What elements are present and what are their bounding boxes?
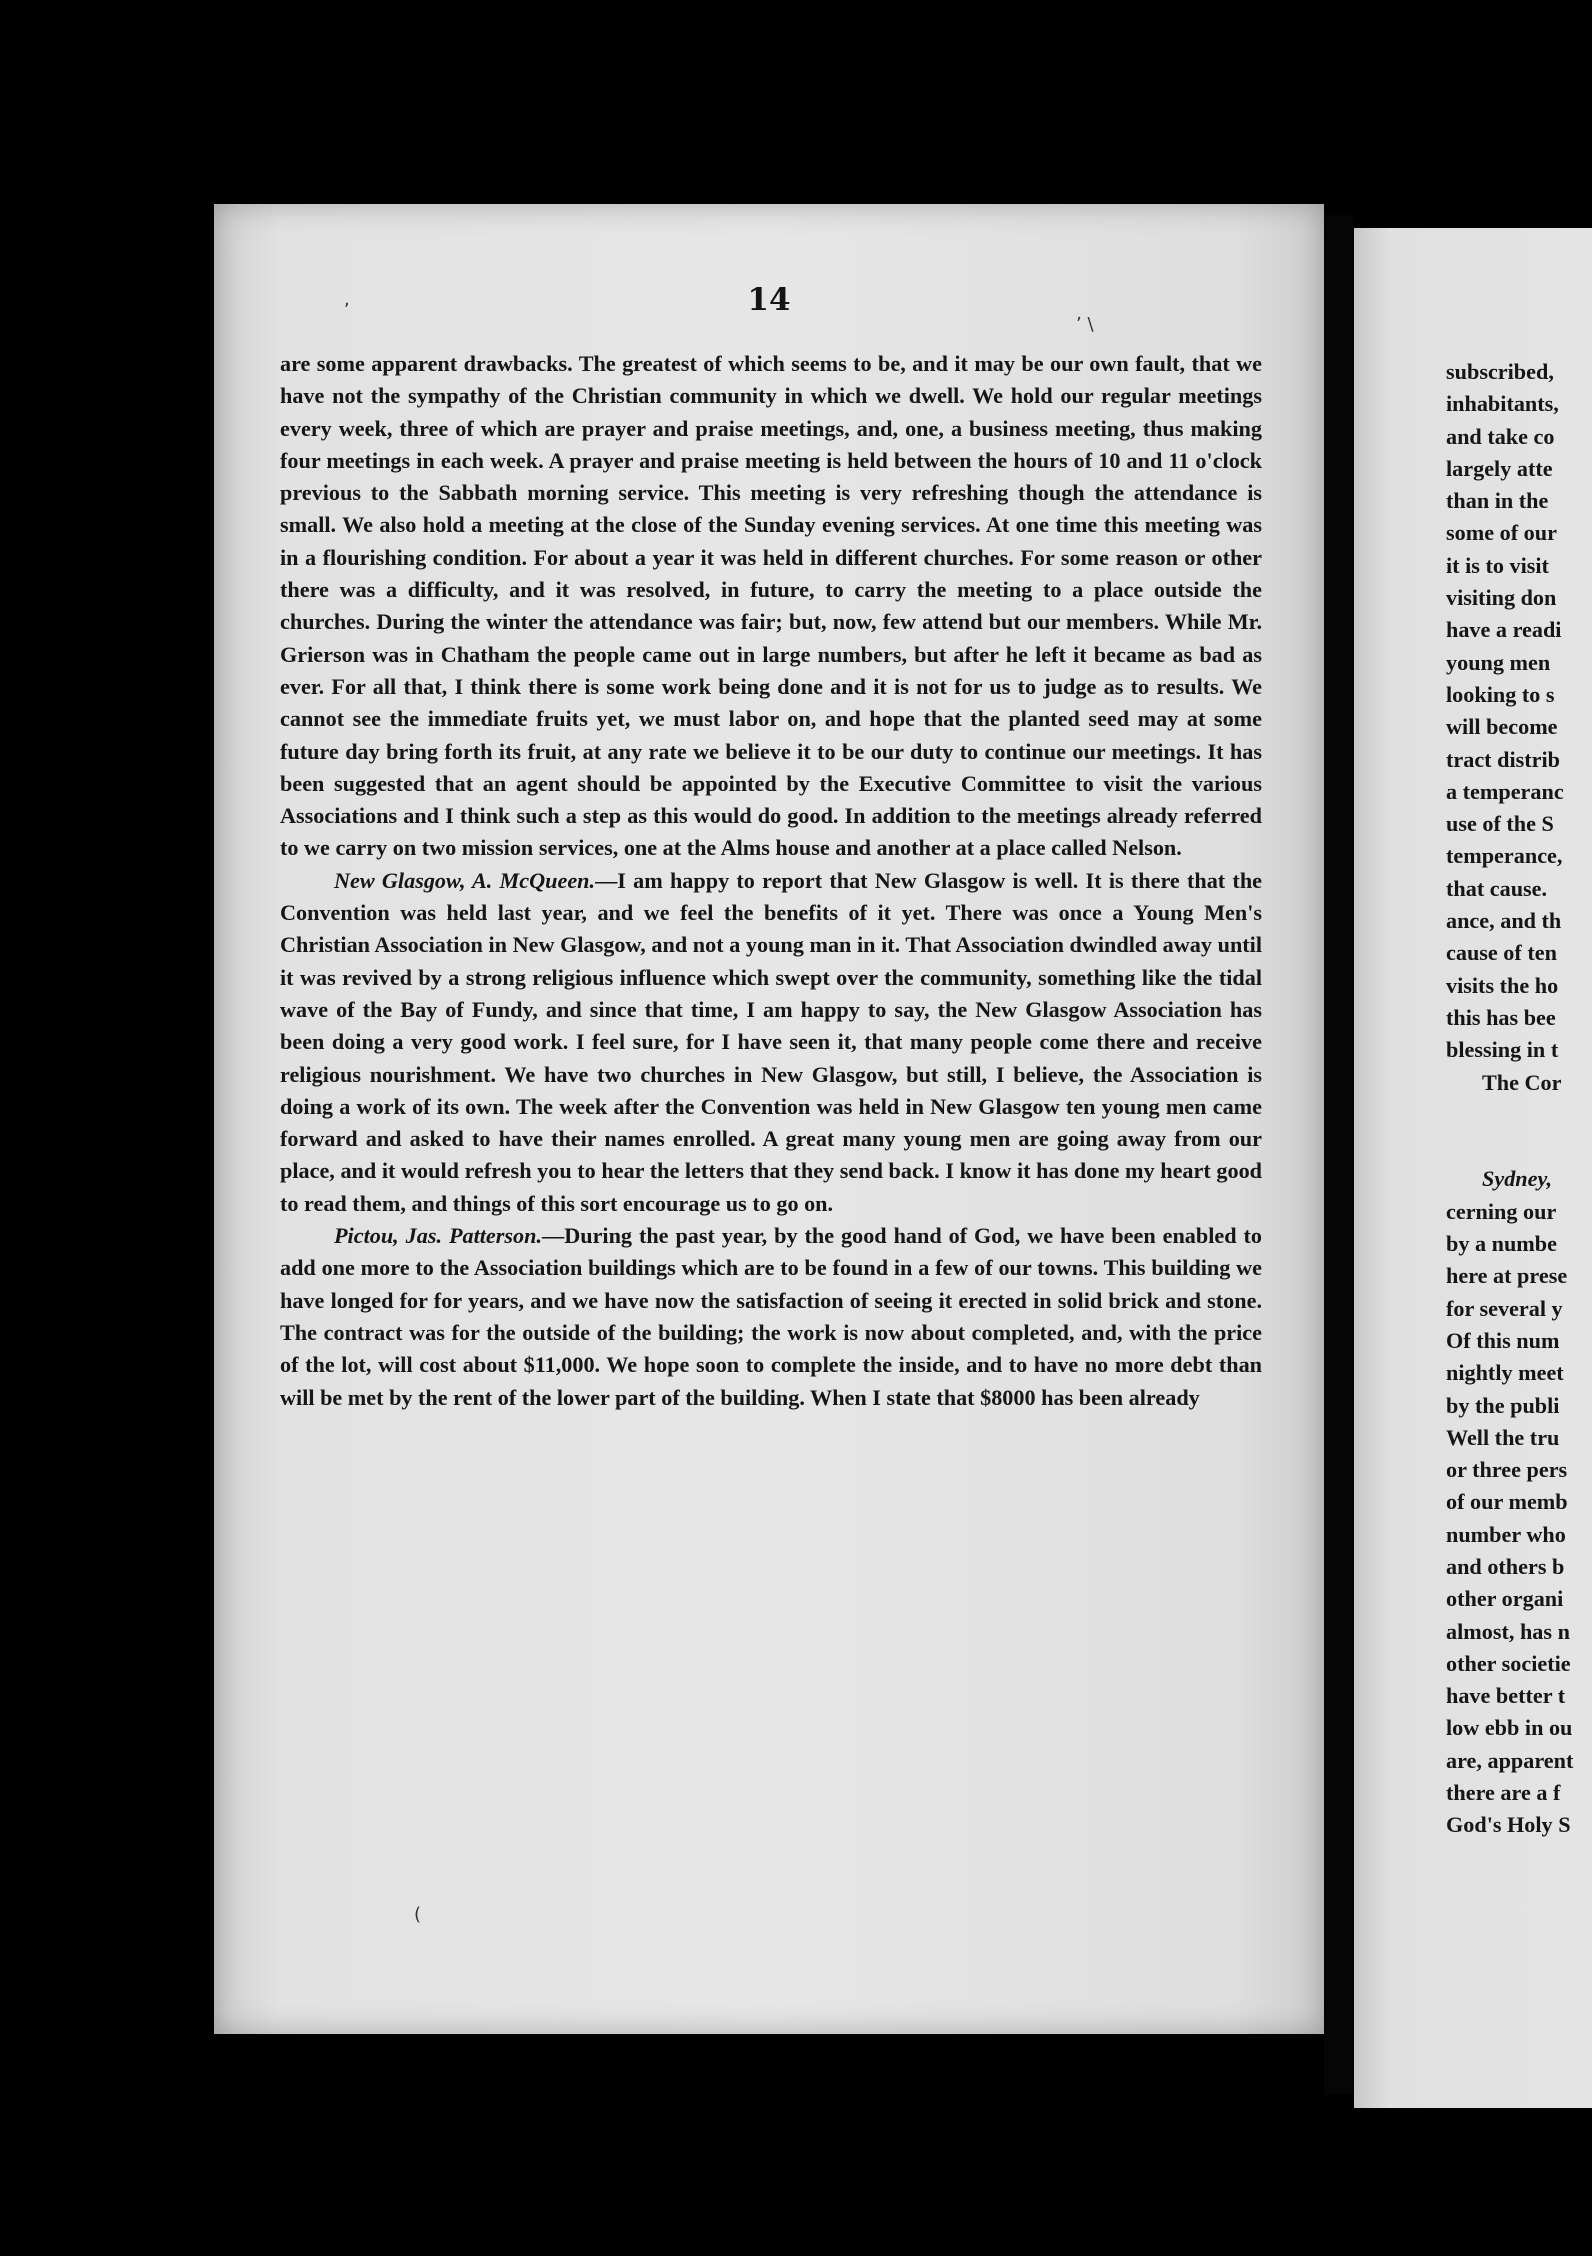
- text-line: cerning our: [1446, 1198, 1557, 1224]
- book-gutter: [1324, 215, 1354, 2095]
- text-line: inhabitants,: [1446, 391, 1559, 417]
- text-line: have a readi: [1446, 617, 1562, 643]
- scan-speck: ,: [344, 289, 350, 310]
- text-line: visits the ho: [1446, 972, 1559, 998]
- text-line: God's Holy S: [1446, 1812, 1571, 1838]
- text-line: ance, and th: [1446, 908, 1562, 934]
- paragraph-new-glasgow: [280, 865, 1262, 1220]
- text-line: Well the tru: [1446, 1424, 1560, 1450]
- paragraph-pictou-text: —During the past year, by the good hand of God, we have been enabled to add one more to the Association buildings which are to be found in a few of our towns. This building we have longed for for years, and we have now the satisfaction of seeing it erected in solid brick and stone. The contract was for the outside of the building; the work is now about completed, and, with the price of the lot, will cost about $11,000. We hope soon to complete the inside, and to have no more debt than will be met by the rent of the lower part of the building. When I state that $8000 has been already: [280, 1223, 1262, 1410]
- text-line: blessing in t: [1446, 1037, 1559, 1063]
- right-page-text: [1446, 356, 1592, 1842]
- right-page: [1354, 228, 1592, 2108]
- left-page: [214, 204, 1324, 2034]
- right-speaker-line: Sydney,: [1482, 1166, 1553, 1192]
- paragraph-new-glasgow-text: —I am happy to report that New Glasgow is well. It is there that the Convention was held last year, and we feel the benefits of it yet. There was once a Young Men's Christian Association in New Glasgow, and not a young man in it. That Association dwindled away until it was revived by a strong religious influence which swept over the community, something like the tidal wave of the Bay of Fundy, and since that time, I am happy to say, the New Glasgow Association has been doing a very good work. I feel sure, for I have seen it, that many people come there and receive religious nourishment. We have two churches in New Glasgow, but still, I believe, the Association is doing a work of its own. The week after the Convention was held in New Glasgow ten young men came forward and asked to have their names enrolled. A great many young men are going away from our place, and it would refresh you to hear the letters that they send back. I know it has done my heart good to read them, and things of this sort encourage us to go on.: [280, 867, 1263, 1216]
- text-line: or three pers: [1446, 1457, 1568, 1483]
- speaker-new-glasgow: New Glasgow, A. McQueen.: [334, 867, 596, 893]
- text-line: by a numbe: [1446, 1231, 1557, 1257]
- text-line: tract distrib: [1446, 746, 1560, 772]
- text-line: almost, has n: [1446, 1618, 1570, 1644]
- text-line: than in the: [1446, 488, 1549, 514]
- paragraph-1-text: are some apparent drawbacks. The greatest of which seems to be, and it may be our own fault, that we have not the sympathy of the Christian community in which we dwell. We hold our regular meetings every week, three of which are prayer and praise meetings, and, one, a business meeting, thus making four meetings in each week. A prayer and praise meeting is held between the hours of 10 and 11 o'clock previous to the Sabbath morning service. This meeting is very refreshing though the attendance is small. We also hold a meeting at the close of the Sunday evening services. At one time this meeting was in a flourishing condition. For about a year it was held in different churches. For some reason or other there was a difficulty, and it was resolved, in future, to carry the meeting to a place outside the churches. During the winter the attendance was fair; but, now, few attend but our members. While Mr. Grierson was in Chatham the people came out in large numbers, but after he left it became as bad as ever. For all that, I think there is some work being done and it is not for us to judge as to results. We cannot see the immediate fruits yet, we must labor on, and hope that the planted seed may at some future day bring forth its fruit, at any rate we believe it to be our duty to continue our meetings. It has been suggested that an agent should be appointed by the Executive Committee to visit the various Associations and I think such a step as this would do good. In addition to the meetings already referred to we carry on two mission services, one at the Alms house and another at a place called Nelson.: [280, 351, 1262, 861]
- text-line: this has bee: [1446, 1004, 1556, 1030]
- paragraph-1: [280, 348, 1262, 865]
- text-line: largely atte: [1446, 455, 1553, 481]
- text-line: a temperanc: [1446, 778, 1564, 804]
- text-line: looking to s: [1446, 681, 1555, 707]
- text-line: and take co: [1446, 423, 1555, 449]
- text-line: for several y: [1446, 1295, 1563, 1321]
- text-line: visiting don: [1446, 585, 1557, 611]
- speaker-pictou: Pictou, Jas. Patterson.: [334, 1223, 543, 1249]
- text-line: nightly meet: [1446, 1360, 1564, 1386]
- scan-speck: (: [414, 1904, 422, 1925]
- text-line: The Cor: [1482, 1069, 1562, 1095]
- text-line: will become: [1446, 714, 1558, 740]
- text-line: young men: [1446, 649, 1551, 675]
- text-line: here at prese: [1446, 1263, 1568, 1289]
- text-line: subscribed,: [1446, 359, 1554, 384]
- scan-speck: ʼ \: [1076, 314, 1094, 335]
- text-line: temperance,: [1446, 843, 1563, 869]
- right-page-top-lines: [1446, 356, 1592, 1099]
- left-page-body: [280, 348, 1262, 1414]
- text-line: and others b: [1446, 1553, 1565, 1579]
- text-line: other organi: [1446, 1586, 1564, 1612]
- text-line: there are a f: [1446, 1780, 1561, 1806]
- page-number: 14: [747, 282, 791, 318]
- section-gap: [1446, 1099, 1592, 1164]
- text-line: it is to visit: [1446, 552, 1549, 578]
- right-page-bottom-lines: [1446, 1196, 1592, 1842]
- text-line: cause of ten: [1446, 940, 1557, 966]
- text-line: have better t: [1446, 1683, 1566, 1709]
- text-line: other societie: [1446, 1650, 1571, 1676]
- paragraph-pictou: [280, 1220, 1262, 1414]
- text-line: number who: [1446, 1521, 1566, 1547]
- text-line: by the publi: [1446, 1392, 1560, 1418]
- text-line: of our memb: [1446, 1489, 1568, 1515]
- text-line: low ebb in ou: [1446, 1715, 1573, 1741]
- text-line: some of our: [1446, 520, 1557, 546]
- text-line: that cause.: [1446, 875, 1548, 901]
- text-line: are, apparent: [1446, 1747, 1574, 1773]
- text-line: Of this num: [1446, 1327, 1560, 1353]
- text-line: use of the S: [1446, 811, 1554, 837]
